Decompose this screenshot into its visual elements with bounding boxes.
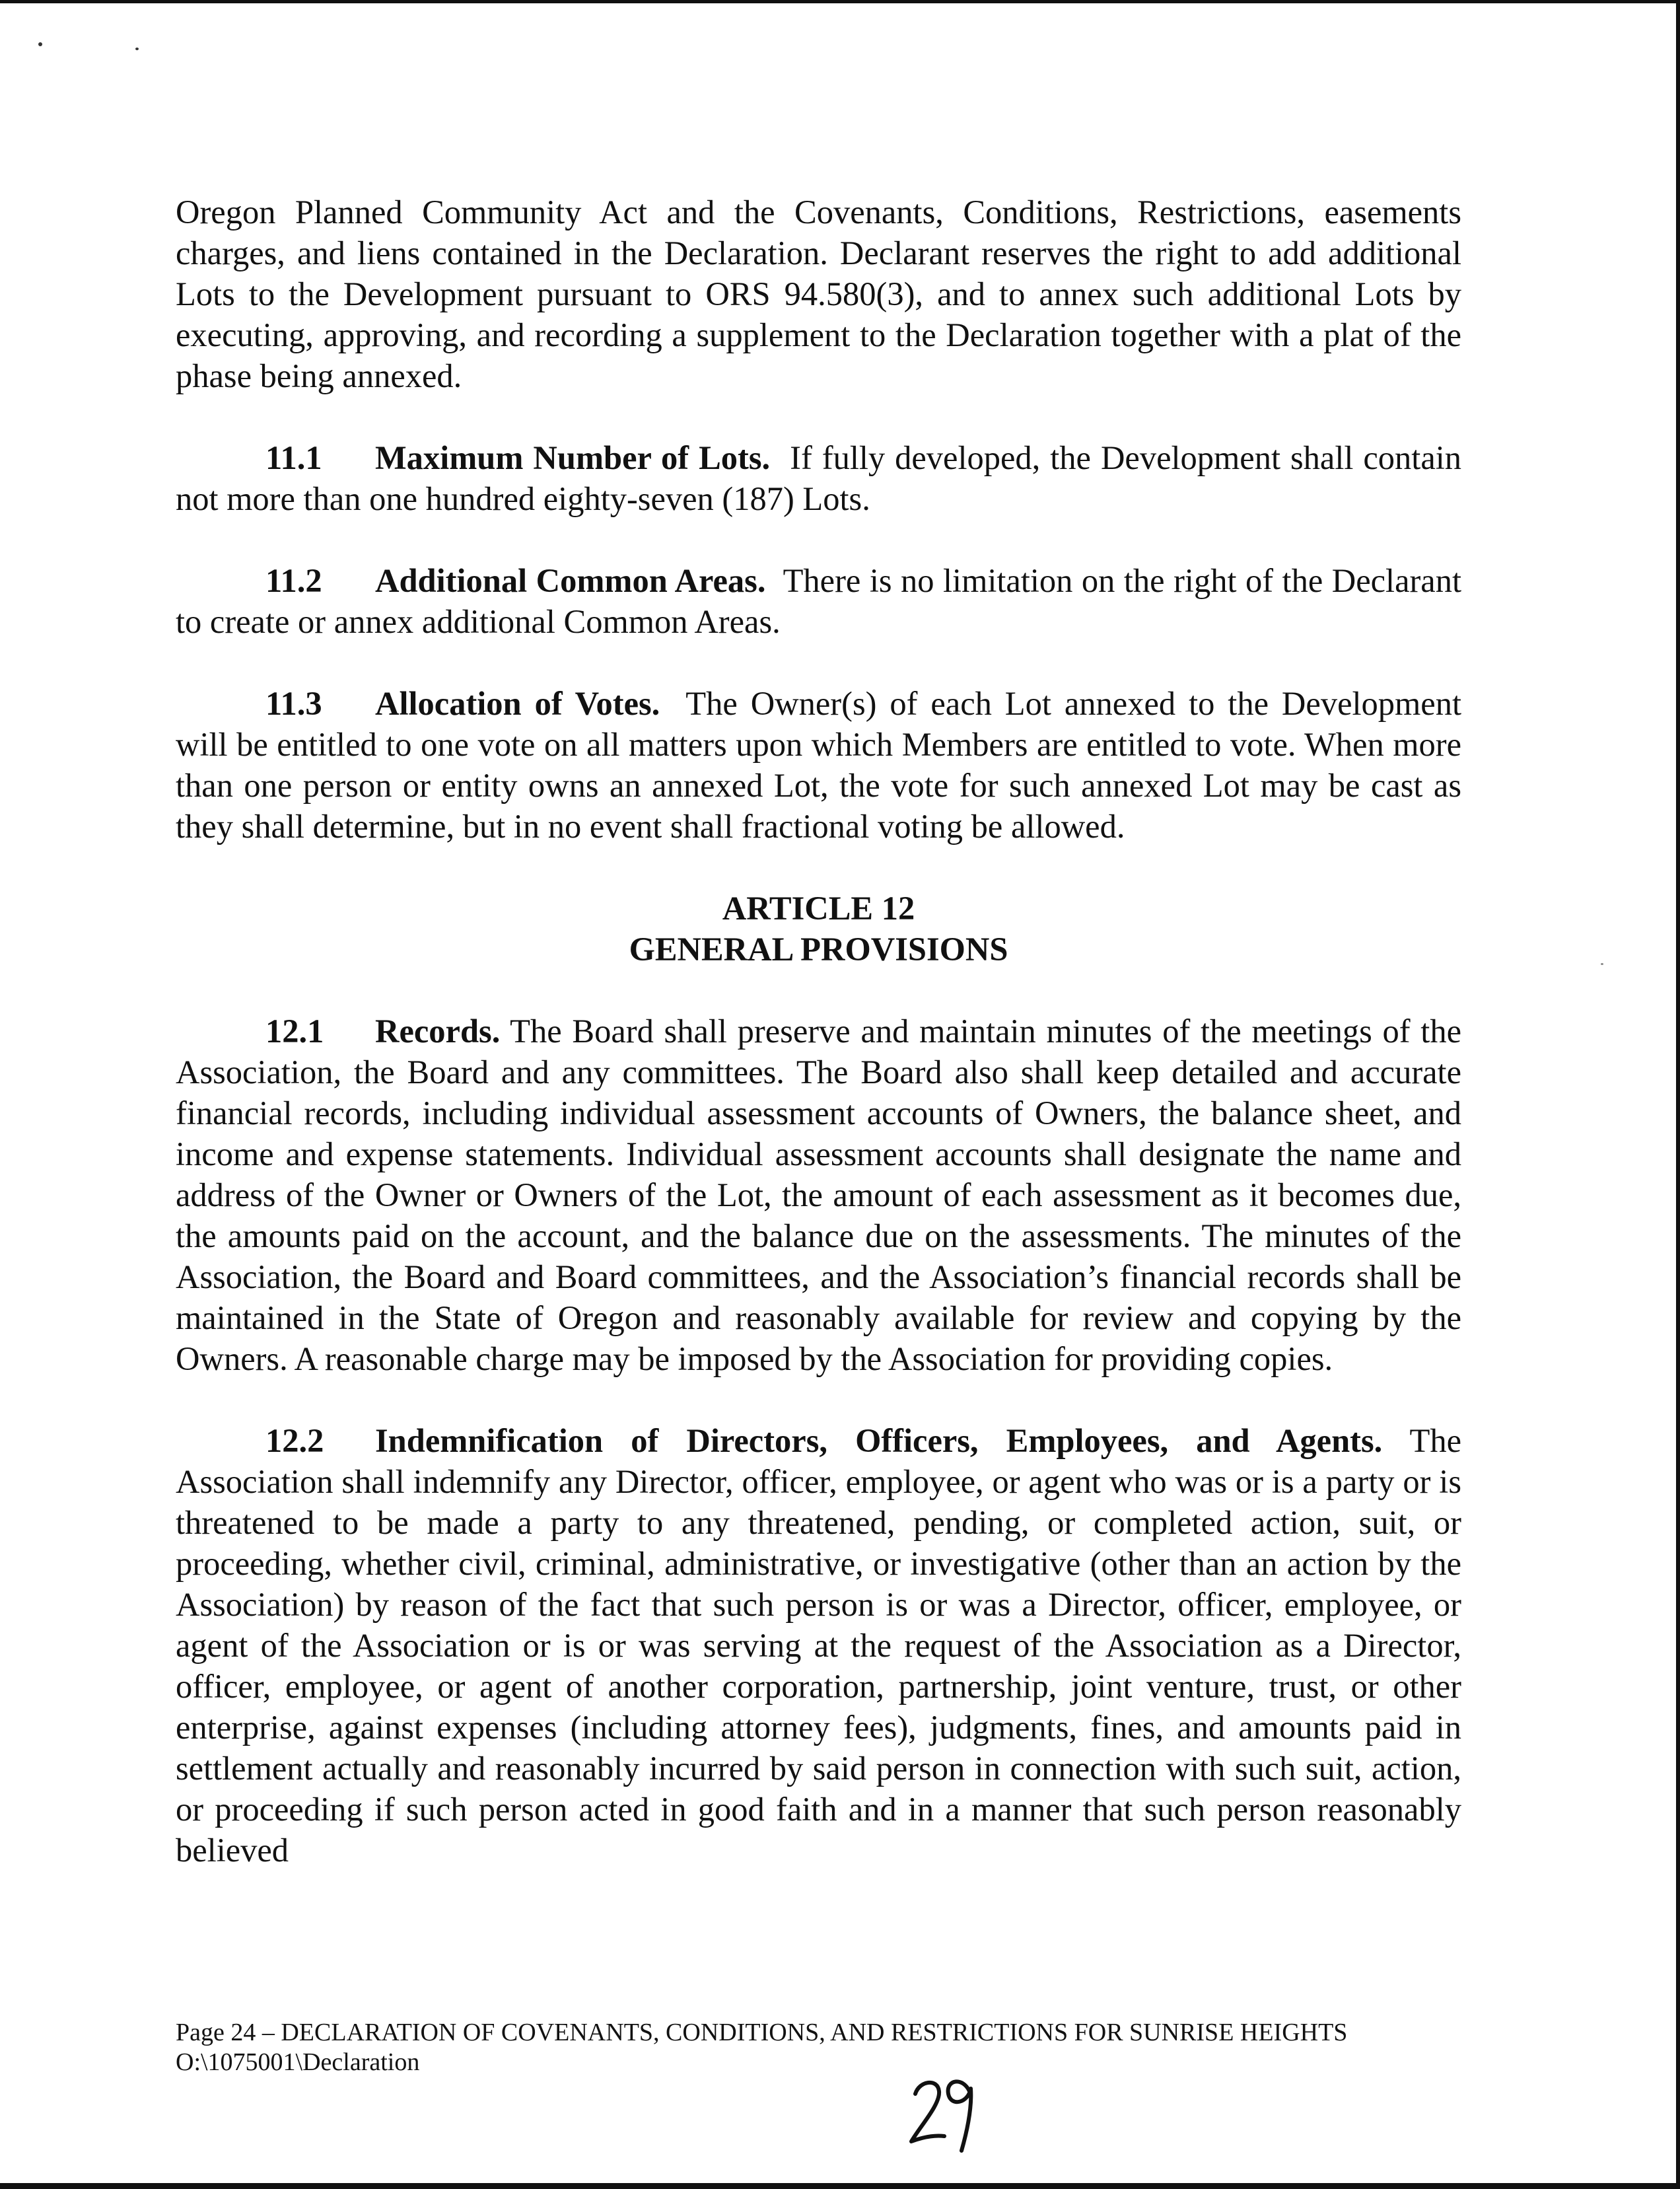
section-body: There is no limitation on the right of the Declarant to create or annex additional Common Areas.	[176, 562, 1462, 640]
section-number: 11.2	[265, 562, 322, 599]
section-heading: Records.	[375, 1013, 501, 1050]
footer-page-line: Page 24 – DECLARATION OF COVENANTS, CONDITIONS, AND RESTRICTIONS FOR SUNRISE HEIGHTS	[176, 2019, 1348, 2046]
intro-paragraph: Oregon Planned Community Act and the Covenants, Conditions, Restrictions, easements charges, and liens contained in the Declaration. Declarant reserves the right to add additional Lots to the Development pursuant to ORS 94.580(3), and to annex such additional Lots by executing, approving, and recording a supplement to the Declaration together with a plat of the phase being annexed.	[176, 194, 1461, 394]
handwritten-page-number	[906, 2069, 979, 2155]
scan-border-right	[1676, 0, 1680, 2189]
section-body: The Board shall preserve and maintain minutes of the meetings of the Association, the Board and any committees. The Board also shall keep detailed and accurate financial records, including individual assessment accounts of Owners, the balance sheet, and income and expense statements. Individual assessment accounts shall designate the name and address of the Owner or Owners of the Lot, the amount of each assessment as it becomes due, the amounts paid on the account, and the balance due on the assessments. The minutes of the Association, the Board and Board committees, and the Association’s financial records shall be maintained in the State of Oregon and reasonably available for review and copying by the Owners. A reasonable charge may be imposed by the Association for providing copies.	[176, 1013, 1461, 1377]
article-title: GENERAL PROVISIONS	[629, 931, 1008, 968]
section-body: The Association shall indemnify any Director, officer, employee, or agent who was or is a party or is threatened to be made a party to any threatened, pending, or completed action, suit, or proceeding, whether civil, criminal, administrative, or investigative (other than an action by the Association) by reason of the fact that such person is or was a Director, officer, employee, or agent of the Association or is or was serving at the request of the Association as a Director, officer, employee, or agent of another corporation, partnership, joint venture, trust, or other enterprise, against expenses (including attorney fees), judgments, fines, and amounts paid in settlement actually and reasonably incurred by said person in connection with such suit, action, or proceeding if such person acted in good faith and in a manner that such person reasonably believed	[176, 1422, 1461, 1869]
scan-border-bottom	[0, 2183, 1680, 2189]
section-number: 12.1	[265, 1013, 324, 1050]
document-page	[176, 192, 1461, 1871]
section-number: 12.2	[265, 1422, 324, 1459]
scan-speck	[1601, 963, 1603, 965]
section-body: The Owner(s) of each Lot annexed to the Development will be entitled to one vote on all matters upon which Members are entitled to vote. When more than one person or entity owns an annexed Lot, the vote for such annexed Lot may be cast as they shall determine, but in no event shall fractional voting be allowed.	[176, 685, 1461, 845]
section-12-2	[176, 1420, 1461, 1871]
scan-speck	[135, 48, 139, 50]
section-number: 11.1	[265, 439, 322, 476]
page-footer	[176, 2018, 1463, 2077]
section-12-1	[176, 1011, 1461, 1379]
scan-speck	[38, 42, 42, 46]
scan-border-top	[0, 0, 1680, 3]
section-body: If fully developed, the Development shall contain not more than one hundred eighty-seven (187) Lots.	[176, 439, 1462, 517]
section-11-1	[176, 437, 1461, 519]
footer-file-path: O:\1075001\Declaration	[176, 2048, 420, 2076]
section-heading: Allocation of Votes.	[375, 685, 660, 722]
section-11-2	[176, 560, 1461, 642]
article-number: ARTICLE 12	[722, 890, 915, 927]
section-heading: Maximum Number of Lots.	[375, 439, 771, 476]
section-11-3	[176, 683, 1461, 847]
section-heading: Additional Common Areas.	[375, 562, 766, 599]
section-number: 11.3	[265, 685, 322, 722]
section-heading: Indemnification of Directors, Officers, Employees, and Agents.	[375, 1422, 1383, 1459]
